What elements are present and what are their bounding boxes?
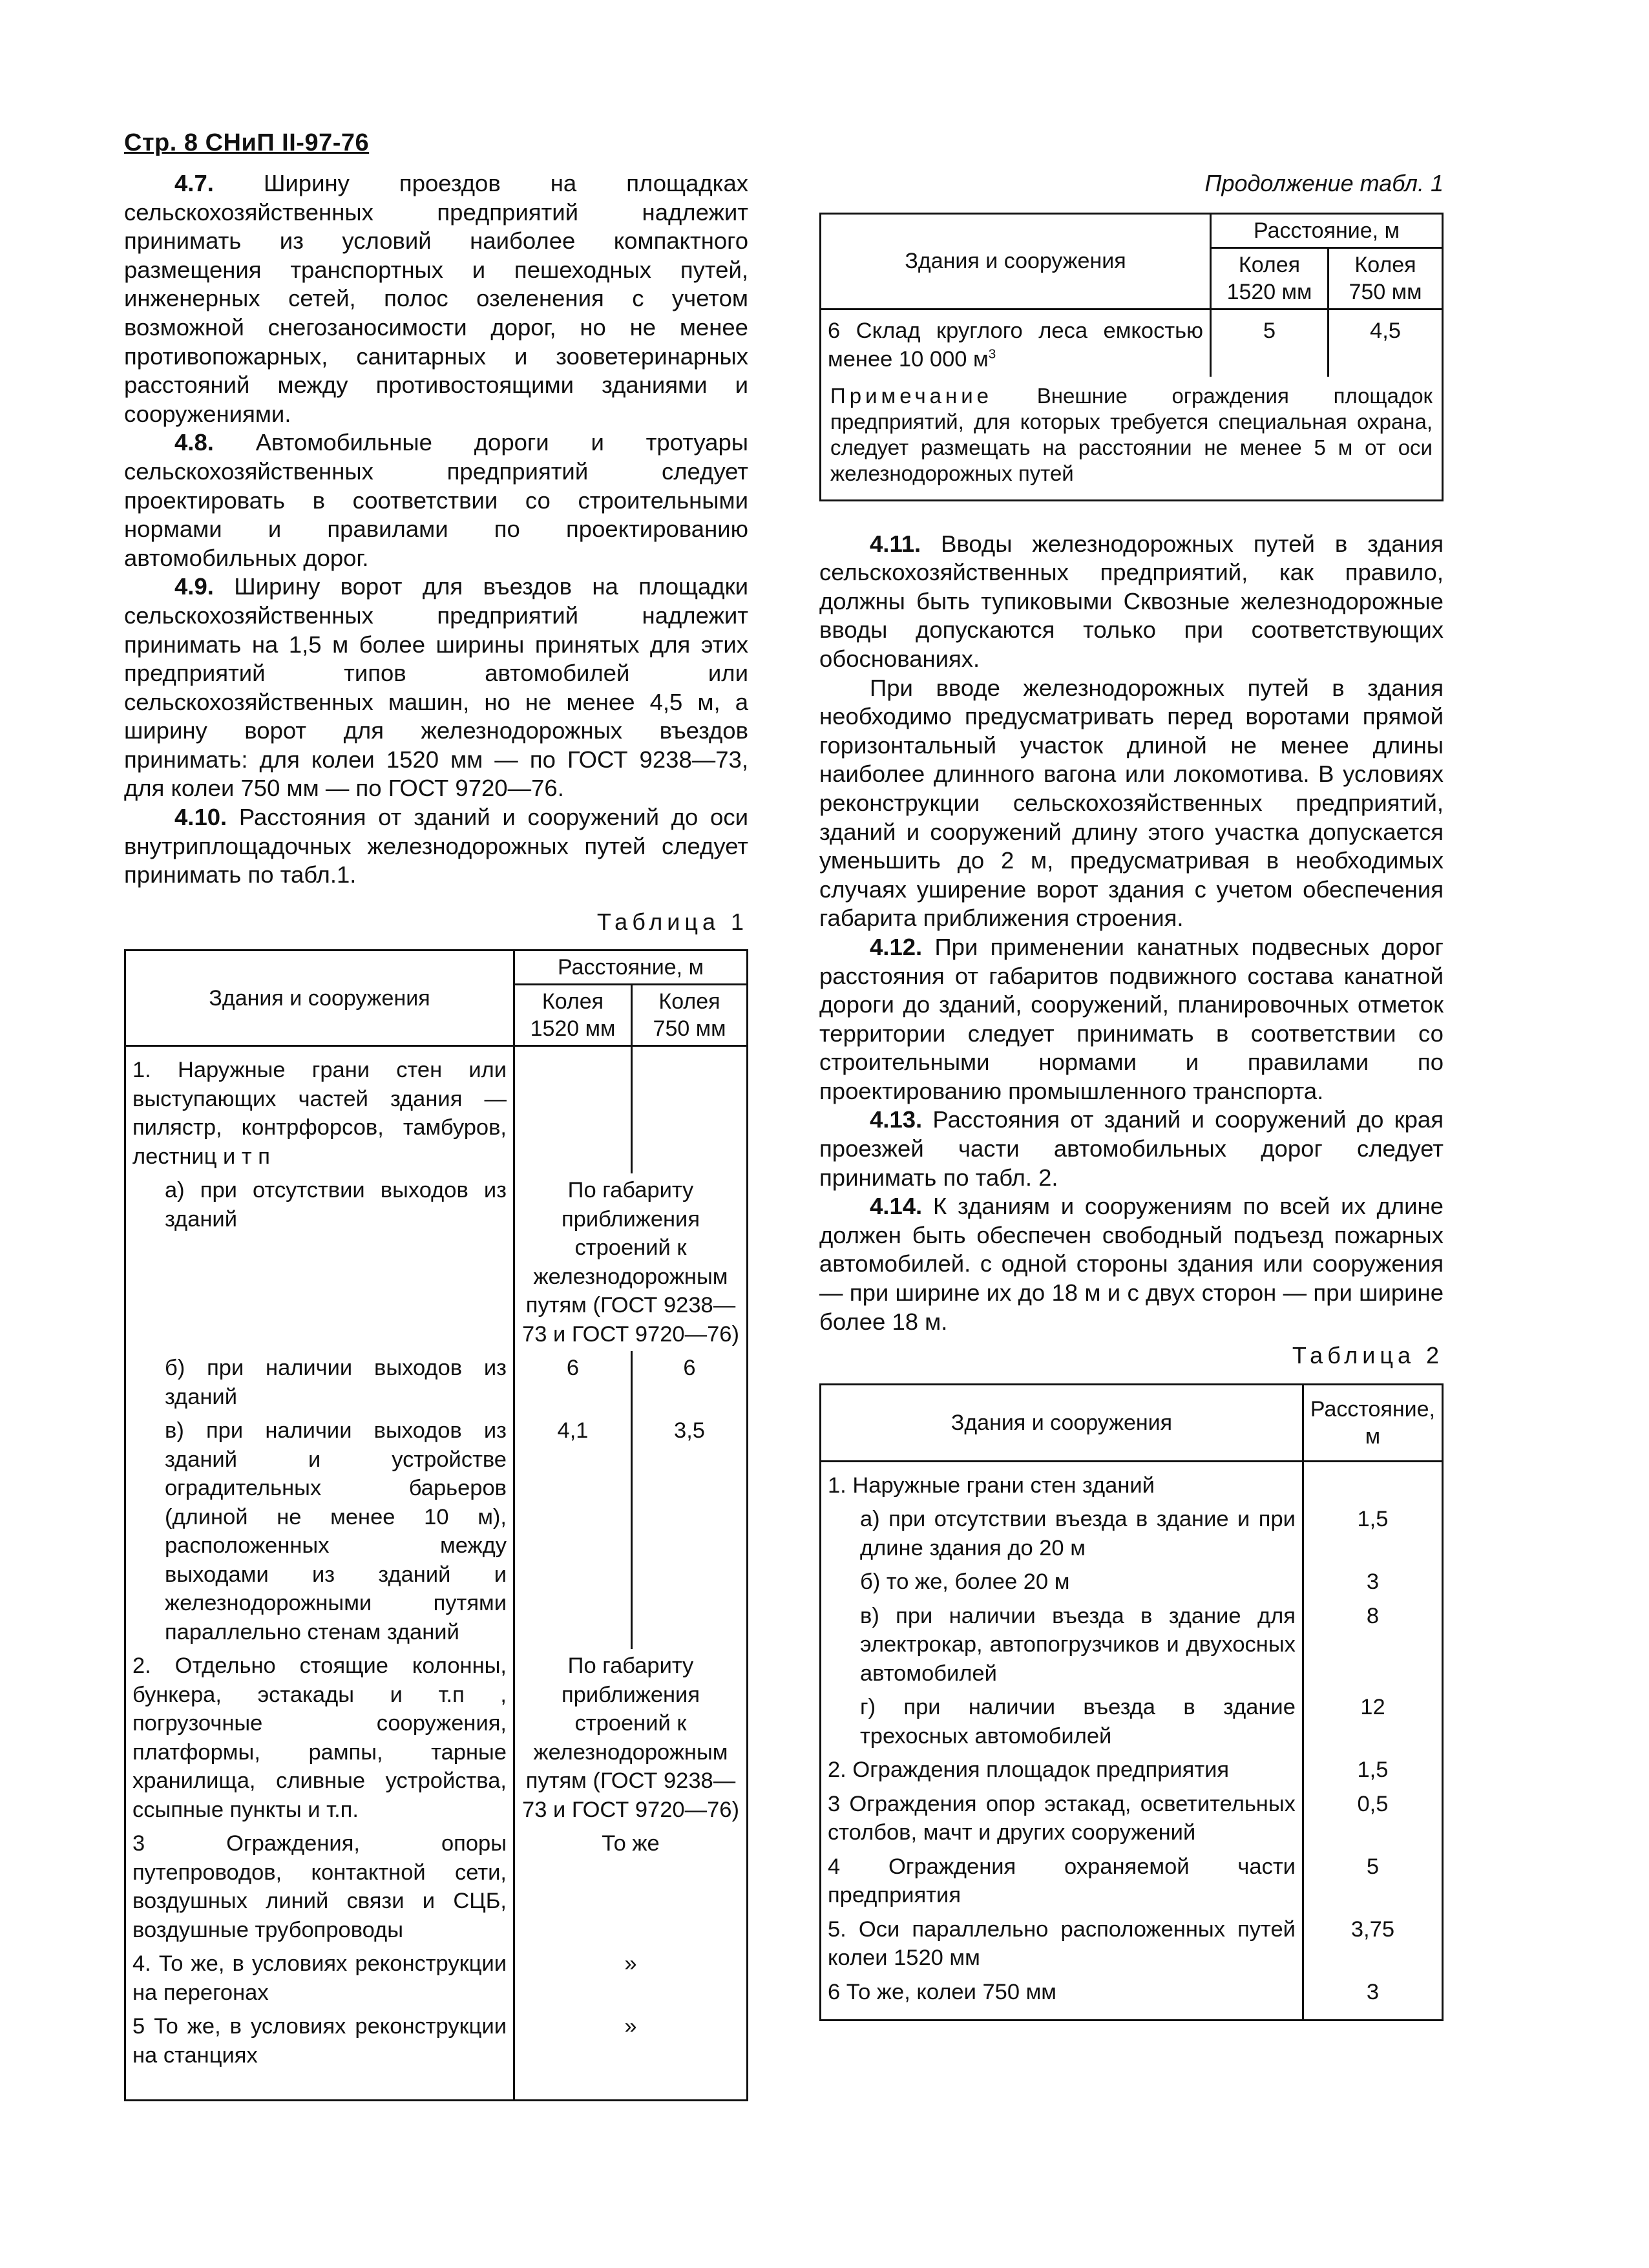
- table-row: б) то же, более 20 м 3: [821, 1565, 1443, 1599]
- table1c-distance-header: Расстояние, м: [1211, 213, 1443, 247]
- table1-col-header: Здания и сооружения: [125, 950, 514, 1046]
- table-row: в) при наличии выходов из зданий и устройстве оградительных барьеров (длиной не менее 10 м), расположенных между выходами из зданий и железнодорожными путями параллельно стенам зданий 4,1 3,5: [125, 1414, 748, 1649]
- table-row: г) при наличии въезда в здание трехосных автомобилей 12: [821, 1690, 1443, 1753]
- table1c-gauge-1520-header: Колея 1520 мм: [1211, 247, 1329, 309]
- table-row: а) при отсутствии выходов из зданий По габариту приближения строений к железнодорожным путям (ГОСТ 9238—73 и ГОСТ 9720—76): [125, 1173, 748, 1351]
- paragraph-4-8: 4.8. Автомобильные дороги и тротуары сельскохозяйственных предприятий следует проектировать в соответствии со строительными нормами и правилами по проектированию автомобильных дорог.: [124, 429, 748, 571]
- table-row: 5. Оси параллельно расположенных путей колеи 1520 мм 3,75: [821, 1913, 1443, 1975]
- paragraph-4-9: 4.9. Ширину ворот для въездов на площадки сельскохозяйственных предприятий надлежит принимать на 1,5 м более ширины принятых для этих предприятий типов автомобилей или сельскохозяйственных машин, но не менее 4,5 м, а ширину ворот для железнодорожных въездов принимать: для колеи 1520 мм — по ГОСТ 9238—73, для колеи 750 мм — по ГОСТ 9720—76.: [124, 573, 748, 802]
- table-row: 3 Ограждения опор эстакад, осветительных столбов, мачт и других сооружений 0,5: [821, 1787, 1443, 1850]
- table-row: 2. Ограждения площадок предприятия 1,5: [821, 1753, 1443, 1787]
- table-row: 1. Наружные грани стен или выступающих частей здания — пилястр, контрфорсов, тамбуров, лестниц и т п: [125, 1046, 748, 1174]
- right-column: [819, 169, 1444, 2021]
- table-1-continued: [819, 213, 1444, 377]
- table1-gauge-750-header: Колея 750 мм: [632, 985, 748, 1046]
- table1c-col-header: Здания и сооружения: [821, 213, 1211, 309]
- table1-gauge-1520-header: Колея 1520 мм: [514, 985, 632, 1046]
- table-row: 3 Ограждения, опоры путепроводов, контактной сети, воздушных линий связи и СЦБ, воздушные трубопроводы То же: [125, 1827, 748, 1947]
- table-row: 1. Наружные грани стен зданий: [821, 1461, 1443, 1502]
- table-1: [124, 949, 748, 2101]
- table1-distance-header: Расстояние, м: [514, 950, 748, 985]
- paragraph-4-13: 4.13. Расстояния от зданий и сооружений до края проезжей части автомобильных дорог следует принимать по табл. 2.: [819, 1106, 1444, 1191]
- table2-caption: Таблица 2: [1292, 1342, 1444, 1369]
- table-row: в) при наличии въезда в здание для электрокар, автопогрузчиков и двухосных автомобилей 8: [821, 1599, 1443, 1691]
- table-row: 6 Склад круглого леса емкостью менее 10 000 $м^3$ 5 4,5: [821, 309, 1443, 377]
- left-column: [124, 169, 748, 2101]
- paragraph-4-10: 4.10. Расстояния от зданий и сооружений до оси внутриплощадочных железнодорожных путей следует принимать по табл.1.: [124, 804, 748, 888]
- table-row: 5 То же, в условиях реконструкции на станциях »: [125, 2010, 748, 2101]
- paragraph-4-7: 4.7. Ширину проездов на площадках сельскохозяйственных предприятий надлежит принимать из условий наиболее компактного размещения транспортных и пешеходных путей, инженерных сетей, полос озеленения с учетом возможной снегозаносимости дорог, но не менее противопожарных, санитарных и зооветеринарных расстояний между противостоящими зданиями и сооружениями.: [124, 170, 748, 427]
- paragraph-4-14: 4.14. К зданиям и сооружениям по всей их длине должен быть обеспечен свободный подъезд пожарных автомобилей. с одной стороны здания или сооружения — при ширине их до 18 м и с двух сторон — при ширине более 18 м.: [819, 1193, 1444, 1335]
- table-row: 4 Ограждения охраняемой части предприятия 5: [821, 1850, 1443, 1913]
- table2-col-header: Здания и сооружения: [821, 1384, 1303, 1461]
- paragraph-rail-entry: При вводе железнодорожных путей в здания необходимо предусматривать перед воротами прямой горизонтальный участок длиной не менее длины наиболее длинного вагона или локомотива. В условиях реконструкции сельскохозяйственных предприятий, зданий и сооружений длину этого участка допускается уменьшить до 2 м, предусматривая в необходимых случаях уширение ворот здания с учетом обеспечения габарита приближения строения.: [819, 674, 1444, 932]
- table-row: 2. Отдельно стоящие колонны, бункера, эстакады и т.п , погрузочные сооружения, платформы, рампы, тарные хранилища, сливные устройства, ссыпные пункты и т.п. По габариту приближения строений к железнодорожным путям (ГОСТ 9238—73 и ГОСТ 9720—76): [125, 1649, 748, 1827]
- table1c-gauge-750-header: Колея 750 мм: [1329, 247, 1443, 309]
- table-2: [819, 1383, 1444, 2022]
- paragraph-4-11: 4.11. Вводы железнодорожных путей в здания сельскохозяйственных предприятий, как правило, должны быть тупиковыми Сквозные железнодорожные вводы допускаются только при соответствующих обоснованиях.: [819, 530, 1444, 672]
- table-row: а) при отсутствии въезда в здание и при длине здания до 20 м 1,5: [821, 1502, 1443, 1565]
- table1-continuation-caption: Продолжение табл. 1: [1204, 170, 1444, 196]
- page-header: Стр. 8 СНиП II-97-76: [124, 129, 370, 156]
- table1-caption: Таблица 1: [596, 908, 748, 935]
- table2-distance-header: Расстояние, м: [1303, 1384, 1442, 1461]
- table1-note: Примечание Внешние ограждения площадок предприятий, для которых требуется специальная охрана, следует размещать на расстоянии не менее 5 м от оси железнодорожных путей: [819, 377, 1444, 501]
- table-row: б) при наличии выходов из зданий 6 6: [125, 1351, 748, 1414]
- paragraph-4-12: 4.12. При применении канатных подвесных дорог расстояния от габаритов подвижного состава канатной дороги до зданий, сооружений, планировочных отметок территории следует принимать в соответствии со строительными нормами и правилами по проектированию промышленного транспорта.: [819, 933, 1444, 1104]
- table-row: 6 То же, колеи 750 мм 3: [821, 1975, 1443, 2021]
- table-row: 4. То же, в условиях реконструкции на перегонах »: [125, 1947, 748, 2010]
